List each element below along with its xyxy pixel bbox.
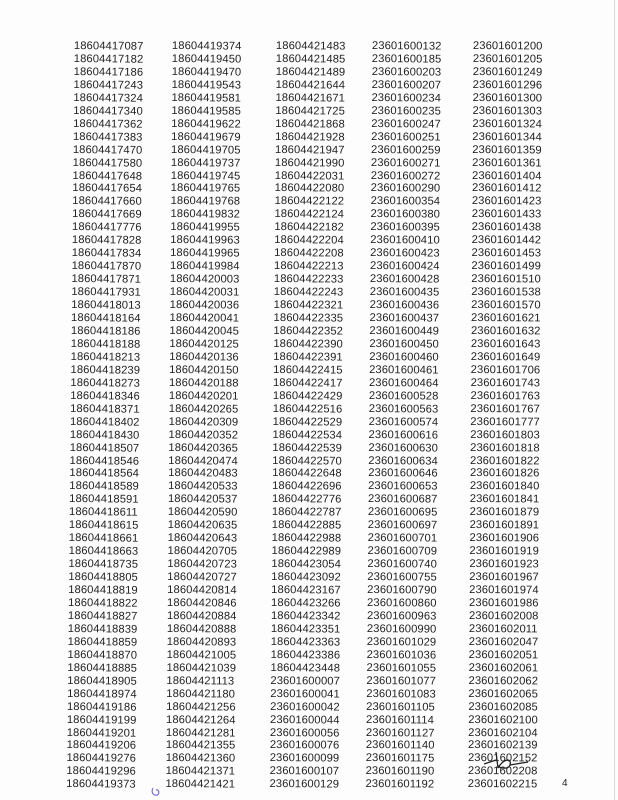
number-entry: 18604422534 <box>272 428 343 442</box>
number-entry: 23601600354 <box>370 195 441 209</box>
number-entry: 18604418870 <box>67 648 138 662</box>
number-entry: 18604423363 <box>270 635 341 649</box>
number-entry: 23601601303 <box>472 104 543 118</box>
number-entry: 18604421725 <box>275 104 345 118</box>
number-entry: 18604422352 <box>273 324 344 338</box>
number-entry: 23601600056 <box>269 726 340 740</box>
number-entry: 18604417580 <box>72 156 143 170</box>
number-entry: 23601601706 <box>470 363 541 377</box>
number-entry: 18604419373 <box>66 778 136 792</box>
page-number: 4 <box>562 778 568 789</box>
number-entry: 18604420365 <box>168 441 239 455</box>
number-entry: 18604422885 <box>271 519 342 532</box>
number-entry: 23601600450 <box>369 337 439 351</box>
number-entry: 18604420045 <box>169 324 240 338</box>
scan-edge <box>614 0 615 800</box>
number-entry: 23601600630 <box>368 441 439 455</box>
number-entry: 18604423054 <box>271 558 342 571</box>
number-entry: 23601602061 <box>468 661 539 675</box>
number-entry: 18604423167 <box>271 584 341 597</box>
number-entry: 18604422391 <box>273 350 343 364</box>
number-entry: 18604420483 <box>168 467 238 481</box>
number-entry: 18604419984 <box>169 260 240 273</box>
number-entry: 18604419276 <box>66 752 137 766</box>
number-entry: 18604422539 <box>272 441 343 455</box>
number-entry: 23601600380 <box>370 208 441 221</box>
number-entry: 18604420884 <box>166 609 237 623</box>
number-entry: 18604420036 <box>169 299 240 312</box>
number-entry: 18604419832 <box>170 208 241 221</box>
number-entry: 18604421990 <box>274 156 345 170</box>
number-entry: 23601600041 <box>270 687 340 701</box>
number-entry: 23601602085 <box>468 700 538 714</box>
number-entry: 18604421947 <box>274 143 345 157</box>
number-entry: 23601601767 <box>470 402 541 416</box>
number-entry: 23601601986 <box>469 596 539 610</box>
number-entry: 18604418859 <box>67 635 138 649</box>
number-entry: 18604418546 <box>69 454 140 468</box>
number-entry: 23601600563 <box>368 402 439 416</box>
number-entry: 18604418507 <box>69 441 140 455</box>
number-entry: 23601601840 <box>469 480 540 493</box>
number-entry: 23601601803 <box>470 428 540 442</box>
number-entry: 18604422529 <box>272 415 343 429</box>
number-entry: 18604417870 <box>71 260 142 273</box>
number-entry: 18604420003 <box>169 273 240 286</box>
number-entry: 18604417243 <box>73 78 144 92</box>
number-entry: 23601602139 <box>468 739 538 752</box>
number-entry: 23601600695 <box>367 506 438 519</box>
number-entry: 18604420031 <box>169 286 240 299</box>
number-entry: 18604420265 <box>168 402 239 416</box>
number-entry: 23601602104 <box>468 726 538 739</box>
number-entry: 18604421256 <box>166 700 236 714</box>
number-entry: 18604420705 <box>167 545 238 558</box>
number-entry: 18604417669 <box>72 208 142 222</box>
number-entry: 18604418839 <box>67 622 138 636</box>
number-entry: 18604421005 <box>166 648 237 662</box>
number-entry: 18604420590 <box>167 506 238 519</box>
number-entry: 23601602008 <box>468 609 539 623</box>
number-entry: 18604423342 <box>270 609 341 623</box>
number-entry: 18604419470 <box>171 65 242 79</box>
number-entry: 18604418805 <box>68 571 138 584</box>
number-entry: 18604421039 <box>166 661 237 675</box>
number-entry: 23601601919 <box>469 545 540 558</box>
number-entry: 23601601538 <box>471 286 541 299</box>
number-entry: 18604422208 <box>274 247 344 260</box>
number-entry: 18604421421 <box>165 778 236 791</box>
number-entry: 23601601621 <box>471 312 541 325</box>
number-entry: 23601600460 <box>369 350 439 364</box>
number-entry: 18604419955 <box>170 221 240 234</box>
number-entry: 18604417470 <box>72 143 143 157</box>
number-entry: 18604418905 <box>67 674 137 688</box>
number-entry: 18604420893 <box>166 635 237 649</box>
number-entry: 18604419963 <box>170 234 240 247</box>
number-entry: 18604417383 <box>72 130 143 144</box>
number-entry: 18604419450 <box>171 52 242 66</box>
number-entry: 18604422031 <box>274 169 345 183</box>
number-entry: 23601601453 <box>471 247 542 260</box>
number-entry: 18604420201 <box>168 389 239 403</box>
number-entry: 23601601404 <box>472 169 542 183</box>
number-entry: 18604418661 <box>68 532 139 545</box>
number-entry: 18604419296 <box>66 765 136 779</box>
number-entry: 18604417648 <box>72 169 143 183</box>
number-entry: 18604419543 <box>171 78 242 92</box>
number-entry: 18604423351 <box>270 622 341 636</box>
number-entry: 23601600990 <box>366 622 437 636</box>
number-entry: 18604418885 <box>67 661 138 675</box>
number-entry: 23601601570 <box>471 299 541 312</box>
number-entry: 18604419374 <box>171 40 242 53</box>
number-entry: 23601600528 <box>368 389 439 403</box>
number-entry: 23601601826 <box>469 467 540 480</box>
number-entry: 18604421113 <box>166 674 235 688</box>
number-entry: 23601600709 <box>367 545 438 558</box>
number-entry: 18604418735 <box>68 558 139 571</box>
number-entry: 23601600007 <box>270 674 341 688</box>
number-entry: 18604421671 <box>275 91 346 105</box>
signature-mark <box>482 748 532 772</box>
number-entry: 23601600290 <box>370 182 441 196</box>
number-entry: 23601600449 <box>369 324 440 338</box>
number-entry: 18604419745 <box>170 169 241 183</box>
number-entry: 23601601777 <box>470 415 540 429</box>
number-entry: 18604417186 <box>73 65 144 79</box>
number-entry: 18604417654 <box>72 182 143 196</box>
number-entry: 23601602051 <box>468 648 539 662</box>
number-entry: 18604420814 <box>167 584 237 597</box>
number-entry: 23601601818 <box>470 441 540 455</box>
number-entry: 18604417362 <box>73 117 143 131</box>
number-entry: 23601601190 <box>365 765 435 778</box>
number-entry: 23601600701 <box>367 532 438 545</box>
number-entry: 18604421360 <box>165 752 236 766</box>
number-entry: 23601601205 <box>472 52 543 66</box>
number-entry: 18604422335 <box>273 312 344 325</box>
number-entry: 18604420150 <box>169 363 239 377</box>
number-entry: 18604418564 <box>69 467 140 481</box>
ink-mark <box>150 786 164 798</box>
number-entry: 23601600646 <box>368 467 438 481</box>
number-entry: 18604422233 <box>273 273 344 286</box>
number-entry: 18604423386 <box>270 648 341 662</box>
number-entry: 18604418663 <box>68 545 139 558</box>
number-entry: 23601601822 <box>470 454 540 467</box>
number-entry: 23601602062 <box>468 674 539 688</box>
number-entry: 18604421644 <box>275 78 346 92</box>
number-entry: 23601601344 <box>472 130 542 144</box>
number-entry: 23601601359 <box>472 143 542 157</box>
number-entry: 18604418239 <box>70 363 141 377</box>
number-entry: 23601602152 <box>467 752 538 765</box>
number-entry: 18604419199 <box>66 713 137 727</box>
number-entry: 18604420041 <box>169 312 240 325</box>
number-entry: 23601600076 <box>269 739 340 753</box>
number-entry: 18604418346 <box>70 389 140 403</box>
number-entry: 23601601632 <box>470 324 541 338</box>
number-entry: 18604420125 <box>169 337 239 351</box>
number-entry: 18604420643 <box>167 532 238 545</box>
number-entry: 18604421371 <box>165 765 236 778</box>
number-entry: 18604419581 <box>171 91 242 105</box>
number-entry: 23601600428 <box>369 273 440 286</box>
number-entry: 23601600271 <box>370 156 441 170</box>
number-entry: 23601600653 <box>368 480 438 493</box>
number-entry: 18604420727 <box>167 571 237 584</box>
number-entry: 23601601324 <box>472 117 543 131</box>
number-entry: 18604423092 <box>271 571 341 584</box>
number-entry: 18604422080 <box>274 182 345 196</box>
number-entry: 18604419765 <box>170 182 241 196</box>
number-entry: 18604422415 <box>273 363 343 377</box>
number-column-5 <box>468 40 543 792</box>
number-entry: 18604417834 <box>71 247 142 260</box>
number-entry: 18604418822 <box>68 596 138 610</box>
number-entry: 23601602208 <box>467 765 538 778</box>
number-entry: 18604420723 <box>167 558 238 571</box>
number-entry: 23601600424 <box>369 260 440 273</box>
number-entry: 18604419737 <box>170 156 241 170</box>
number-entry: 18604420309 <box>168 415 239 429</box>
number-entry: 23601602047 <box>468 635 539 649</box>
number-entry: 18604420537 <box>167 493 238 506</box>
number-entry: 18604421281 <box>165 726 236 740</box>
number-entry: 18604418591 <box>69 493 139 507</box>
number-entry: 23601601433 <box>471 208 542 221</box>
number-entry: 18604422390 <box>273 337 343 351</box>
number-entry: 23601601510 <box>471 273 541 286</box>
number-entry: 23601600740 <box>367 558 438 571</box>
number-entry: 23601602011 <box>468 622 538 636</box>
number-entry: 23601601055 <box>366 661 437 675</box>
number-entry: 18604418188 <box>70 337 141 351</box>
number-entry: 23601601140 <box>365 739 435 753</box>
number-entry: 18604422122 <box>274 195 345 209</box>
number-entry: 23601601423 <box>471 195 542 208</box>
number-entry: 23601600235 <box>371 104 441 118</box>
number-entry: 23601602215 <box>467 778 538 791</box>
number-entry: 18604418186 <box>70 324 141 338</box>
number-entry: 23601601361 <box>472 156 542 170</box>
number-entry: 23601601036 <box>366 648 437 662</box>
number-entry: 18604417340 <box>73 104 143 118</box>
number-column-1 <box>66 40 143 792</box>
number-entry: 18604418615 <box>68 519 139 532</box>
number-entry: 23601600185 <box>371 52 442 66</box>
number-entry: 23601600207 <box>371 78 442 92</box>
number-entry: 18604417931 <box>71 286 141 299</box>
number-entry: 18604422429 <box>272 389 343 403</box>
number-entry: 18604418371 <box>70 402 140 416</box>
number-entry: 23601601192 <box>365 778 435 791</box>
number-entry: 23601601841 <box>469 493 540 506</box>
number-entry: 18604417776 <box>71 221 142 235</box>
number-entry: 18604420888 <box>166 622 237 636</box>
number-entry: 23601601029 <box>366 635 437 649</box>
number-entry: 18604422213 <box>273 260 344 273</box>
number-entry: 18604419585 <box>171 104 241 118</box>
number-entry: 23601601200 <box>472 40 543 53</box>
number-entry: 23601600697 <box>367 519 438 532</box>
number-entry: 18604422321 <box>273 299 344 312</box>
number-entry: 23601600860 <box>367 596 437 610</box>
number-entry: 23601601499 <box>471 260 542 273</box>
number-entry: 23601600464 <box>368 376 439 390</box>
number-entry: 23601601105 <box>366 700 435 714</box>
number-entry: 18604417828 <box>71 234 142 248</box>
number-entry: 23601601114 <box>366 713 435 727</box>
number-entry: 18604419622 <box>171 117 241 131</box>
number-entry: 18604418164 <box>71 312 141 325</box>
number-entry: 18604420635 <box>167 519 238 532</box>
number-entry: 18604417087 <box>73 40 144 53</box>
number-entry: 23601601974 <box>469 584 539 597</box>
number-entry: 18604420846 <box>167 596 237 610</box>
number-entry: 18604420136 <box>169 350 239 364</box>
number-entry: 18604422696 <box>272 480 342 493</box>
number-entry: 23601601743 <box>470 376 541 390</box>
number-entry: 18604422787 <box>271 506 342 519</box>
number-entry: 18604422648 <box>272 467 342 481</box>
number-entry: 23601600099 <box>269 752 340 766</box>
number-entry: 23601601442 <box>471 234 542 247</box>
number-entry: 23601601412 <box>471 182 542 195</box>
number-entry: 23601601879 <box>469 506 540 519</box>
number-entry: 18604418402 <box>69 415 140 429</box>
number-entry: 23601600963 <box>366 609 437 623</box>
number-entry: 18604419206 <box>66 739 137 753</box>
number-entry: 18604421928 <box>275 130 345 144</box>
number-entry: 23601600436 <box>369 299 440 312</box>
number-entry: 23601600272 <box>370 169 441 183</box>
number-entry: 23601601077 <box>366 674 437 688</box>
number-entry: 18604419705 <box>170 143 241 157</box>
number-entry: 23601600259 <box>370 143 441 157</box>
number-entry: 23601601300 <box>472 91 543 105</box>
number-entry: 18604420474 <box>168 454 238 468</box>
number-entry: 18604419965 <box>170 247 240 260</box>
number-column-4 <box>365 40 441 792</box>
number-entry: 18604417182 <box>73 52 144 66</box>
number-column-2 <box>165 40 241 792</box>
number-entry: 18604419201 <box>66 726 137 740</box>
number-entry: 18604418819 <box>68 584 138 597</box>
number-entry: 18604420533 <box>168 480 238 493</box>
number-entry: 18604421483 <box>275 40 346 53</box>
number-entry: 23601600755 <box>367 571 437 584</box>
number-entry: 18604422124 <box>274 208 345 221</box>
number-entry: 23601600437 <box>369 312 440 325</box>
number-entry: 18604421180 <box>166 687 236 701</box>
number-entry: 23601601649 <box>470 350 541 364</box>
number-entry: 23601600435 <box>369 286 440 299</box>
number-entry: 23601600203 <box>371 65 442 79</box>
number-entry: 23601601906 <box>469 532 540 545</box>
number-entry: 23601600574 <box>368 415 439 429</box>
number-entry: 18604423266 <box>271 596 341 610</box>
number-entry: 18604419768 <box>170 195 241 209</box>
number-entry: 23601601763 <box>470 389 541 403</box>
number-entry: 18604422776 <box>271 493 342 506</box>
number-entry: 18604418273 <box>70 376 141 390</box>
number-entry: 23601600132 <box>371 40 442 53</box>
number-entry: 18604421355 <box>165 739 236 753</box>
number-entry: 23601601249 <box>472 65 543 79</box>
number-entry: 18604420352 <box>168 428 239 442</box>
number-entry: 18604422570 <box>272 454 342 468</box>
number-entry: 18604421489 <box>275 65 346 79</box>
number-entry: 18604422417 <box>272 376 343 390</box>
number-entry: 23601600044 <box>270 713 340 727</box>
number-entry: 23601601967 <box>469 571 539 584</box>
number-entry: 23601601923 <box>469 558 539 571</box>
number-entry: 23601600423 <box>370 247 440 260</box>
number-entry: 23601600616 <box>368 428 439 442</box>
number-entry: 18604422988 <box>271 532 342 545</box>
number-entry: 18604420188 <box>168 376 239 390</box>
number-entry: 23601600247 <box>371 117 441 131</box>
number-entry: 23601600790 <box>367 584 437 597</box>
number-entry: 18604417660 <box>72 195 142 209</box>
number-entry: 18604422243 <box>273 286 344 299</box>
number-entry: 18604421485 <box>275 52 346 66</box>
number-entry: 23601600251 <box>371 130 441 144</box>
number-entry: 18604418974 <box>67 687 137 701</box>
number-entry: 18604419679 <box>171 130 241 144</box>
number-entry: 18604418213 <box>70 350 141 364</box>
number-entry: 18604419186 <box>66 700 137 714</box>
number-entry: 23601601891 <box>469 519 540 532</box>
number-entry: 18604418013 <box>71 299 141 312</box>
number-entry: 23601602100 <box>468 713 538 727</box>
number-entry: 18604421868 <box>275 117 345 131</box>
number-entry: 18604418827 <box>67 609 138 623</box>
number-entry: 23601601438 <box>471 221 542 234</box>
number-entry: 23601601127 <box>365 726 435 740</box>
number-entry: 18604417871 <box>71 273 142 286</box>
number-entry: 23601600395 <box>370 221 440 234</box>
number-entry: 23601600634 <box>368 454 438 468</box>
number-entry: 23601600129 <box>269 778 340 791</box>
number-entry: 23601601175 <box>365 752 435 765</box>
number-entry: 23601601296 <box>472 78 543 92</box>
number-entry: 18604418430 <box>69 428 140 442</box>
number-entry: 18604422182 <box>274 221 344 234</box>
number-entry: 18604418611 <box>68 506 138 520</box>
number-entry: 18604417324 <box>73 91 144 105</box>
number-entry: 23601601083 <box>366 687 436 701</box>
number-entry: 18604421264 <box>166 713 236 727</box>
number-entry: 23601600234 <box>371 91 442 105</box>
number-entry: 18604422516 <box>272 402 343 416</box>
number-entry: 23601600042 <box>270 700 340 714</box>
number-entry: 23601602065 <box>468 687 539 701</box>
number-column-3 <box>269 40 345 792</box>
number-entry: 23601601643 <box>470 337 541 351</box>
number-entry: 18604423448 <box>270 661 341 675</box>
number-entry: 18604422989 <box>271 545 342 558</box>
number-entry: 18604422204 <box>274 234 344 247</box>
number-entry: 18604418589 <box>69 480 139 494</box>
number-entry: 23601600107 <box>269 765 340 778</box>
number-entry: 23601600410 <box>370 234 440 247</box>
number-entry: 23601600687 <box>367 493 438 506</box>
number-entry: 23601600461 <box>369 363 439 377</box>
